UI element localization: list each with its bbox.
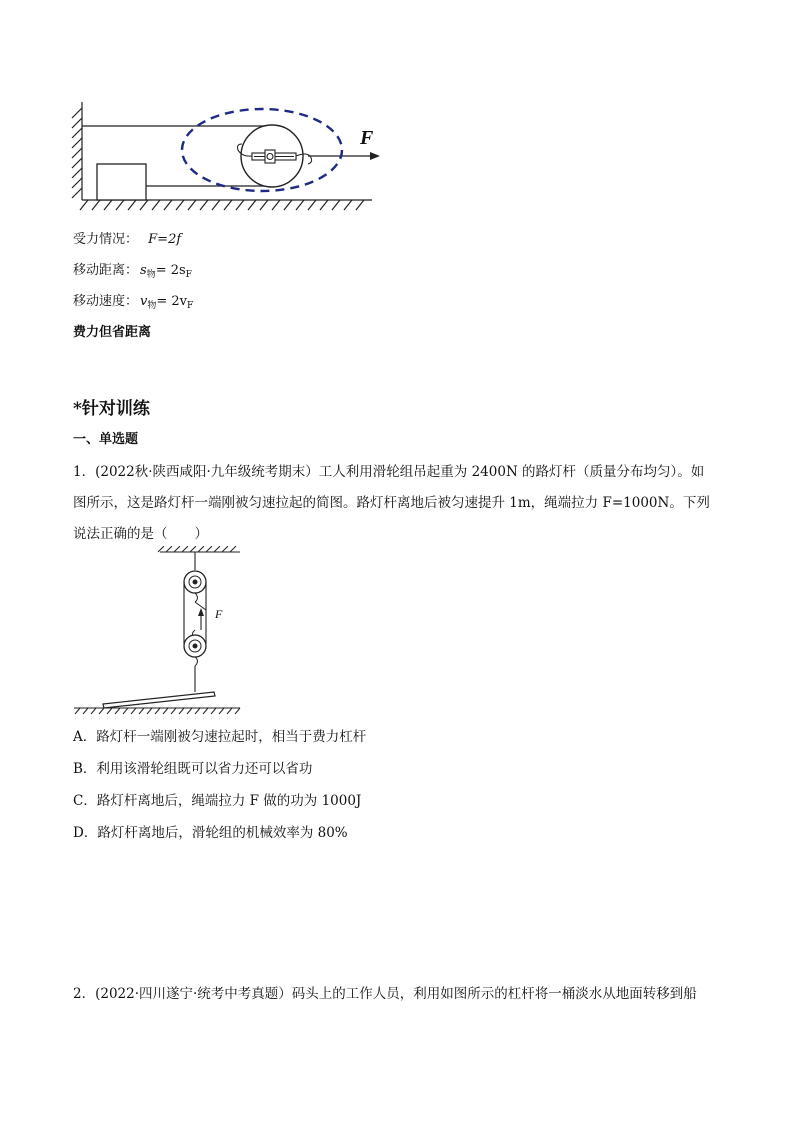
- option-d[interactable]: D．路灯杆离地后，滑轮组的机械效率为 80%: [73, 825, 348, 841]
- movable-pulley: [184, 630, 206, 666]
- figure-pulley-block: [70, 546, 250, 718]
- force-condition: 受力情况： F=2f: [73, 232, 182, 247]
- subsection-title: 一、单选题: [73, 432, 139, 447]
- distance-relation: 移动距离： $s_物= 2s_F$: [73, 263, 192, 280]
- question1-line3: 说法正确的是（ ）: [73, 526, 208, 542]
- block: [97, 164, 146, 200]
- option-b[interactable]: B．利用该滑轮组既可以省力还可以省功: [73, 761, 313, 777]
- ground-2: [74, 708, 240, 714]
- speed-relation: 移动速度： $v_物= 2v_F$: [73, 294, 194, 311]
- force-label: F: [360, 127, 374, 149]
- lamp-pole: [103, 692, 215, 708]
- ceiling: [158, 546, 240, 552]
- question1-line2: 图所示，这是路灯杆一端刚被匀速拉起的简图。路灯杆离地后被匀速提升 1m，绳端拉力 F=1000N。下列: [73, 495, 710, 511]
- conclusion: 费力但省距离: [73, 325, 152, 340]
- fixed-pulley: [184, 571, 206, 602]
- section-title: *针对训练: [73, 399, 150, 419]
- option-a[interactable]: A．路灯杆一端刚被匀速拉起时，相当于费力杠杆: [73, 729, 367, 745]
- question2-line1: 2．(2022·四川遂宁·统考中考真题）码头上的工作人员，利用如图所示的杠杆将一桶淡水从地面转移到船: [73, 986, 697, 1002]
- force-arrow-head: [370, 152, 380, 160]
- pulley-force-label: F: [215, 607, 223, 621]
- figure-horizontal-pulley: [66, 100, 386, 216]
- wall: [72, 102, 82, 200]
- option-c[interactable]: C．路灯杆离地后，绳端拉力 F 做的功为 1000J: [73, 793, 362, 809]
- ground: [80, 200, 372, 210]
- question1-line1: 1．(2022秋·陕西咸阳·九年级统考期末）工人利用滑轮组吊起重为 2400N 的路灯杆（质量分布均匀）。如: [73, 464, 705, 480]
